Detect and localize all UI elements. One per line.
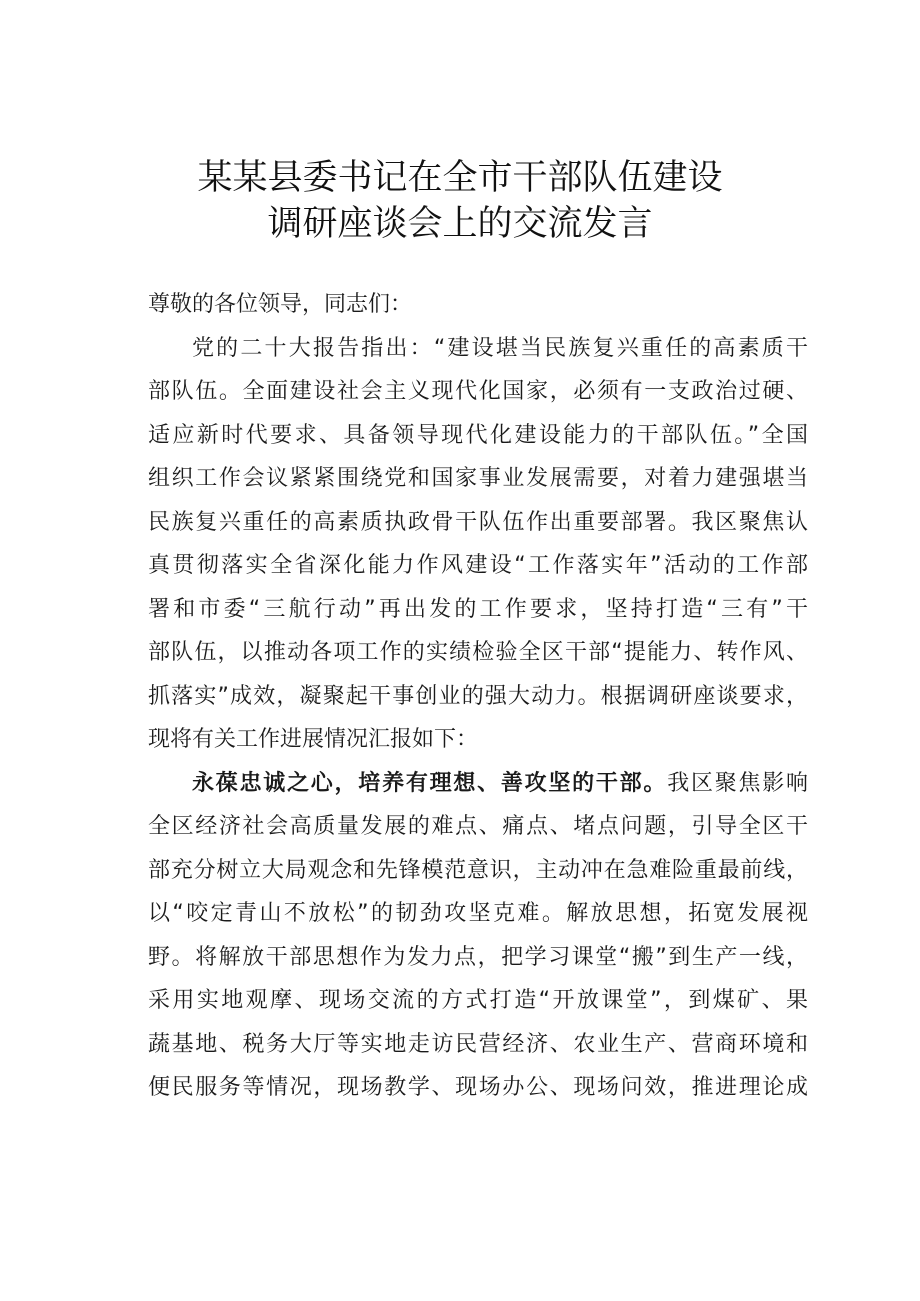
title-line-2: 调研座谈会上的交流发言 <box>267 204 653 244</box>
paragraph-1-line: 组织工作会议紧紧围绕党和国家事业发展需要，对着力建强堪当 <box>148 466 808 491</box>
paragraph-2-line: 部充分树立大局观念和先锋模范意识，主动冲在急难险重最前线， <box>148 857 808 883</box>
paragraph-1-line: 部队伍，以推动各项工作的实绩检验全区干部“提能力、转作风、 <box>148 640 808 665</box>
paragraph-2-first-line <box>148 762 808 806</box>
paragraph-1-line: 抓落实”成效，凝聚起干事创业的强大动力。根据调研座谈要求， <box>148 683 808 709</box>
paragraph-1-line: 适应新时代要求、具备领导现代化建设能力的干部队伍。”全国 <box>148 422 808 448</box>
paragraph-1-line: 真贯彻落实全省深化能力作风建设“工作落实年”活动的工作部 <box>148 553 808 578</box>
paragraph-2-line: 便民服务等情况，现场教学、现场办公、现场问效，推进理论成 <box>148 1075 808 1100</box>
paragraph-2-first-line-text: 我区聚焦影响 <box>667 770 808 796</box>
paragraph-1-line: 党的二十大报告指出：“建设堪当民族复兴重任的高素质干 <box>192 335 808 361</box>
paragraph-1-line: 部队伍。全面建设社会主义现代化国家，必须有一支政治过硬、 <box>148 379 808 404</box>
paragraph-2-line: 以“咬定青山不放松”的韧劲攻坚克难。解放思想，拓宽发展视 <box>148 901 808 926</box>
title-line-1: 某某县委书记在全市干部队伍建设 <box>197 158 723 198</box>
paragraph-2-heading: 永葆忠诚之心，培养有理想、善攻坚的干部。 <box>192 770 668 796</box>
paragraph-2-line: 野。将解放干部思想作为发力点，把学习课堂“搬”到生产一线， <box>148 944 808 970</box>
paragraph-2-line: 蔬基地、税务大厅等实地走访民营经济、农业生产、营商环境和 <box>148 1031 808 1057</box>
paragraph-1-line: 署和市委“三航行动”再出发的工作要求，坚持打造“三有”干 <box>148 596 808 622</box>
paragraph-2-line: 全区经济社会高质量发展的难点、痛点、堵点问题，引导全区干 <box>148 814 808 839</box>
document-title <box>0 155 920 247</box>
paragraph-2-line: 采用实地观摩、现场交流的方式打造“开放课堂”，到煤矿、果 <box>148 988 808 1013</box>
document-body <box>148 283 808 1110</box>
salutation: 尊敬的各位领导，同志们： <box>148 292 413 317</box>
paragraph-1-line: 民族复兴重任的高素质执政骨干队伍作出重要部署。我区聚焦认 <box>148 509 808 535</box>
paragraph-1-line: 现将有关工作进展情况汇报如下： <box>148 727 479 752</box>
